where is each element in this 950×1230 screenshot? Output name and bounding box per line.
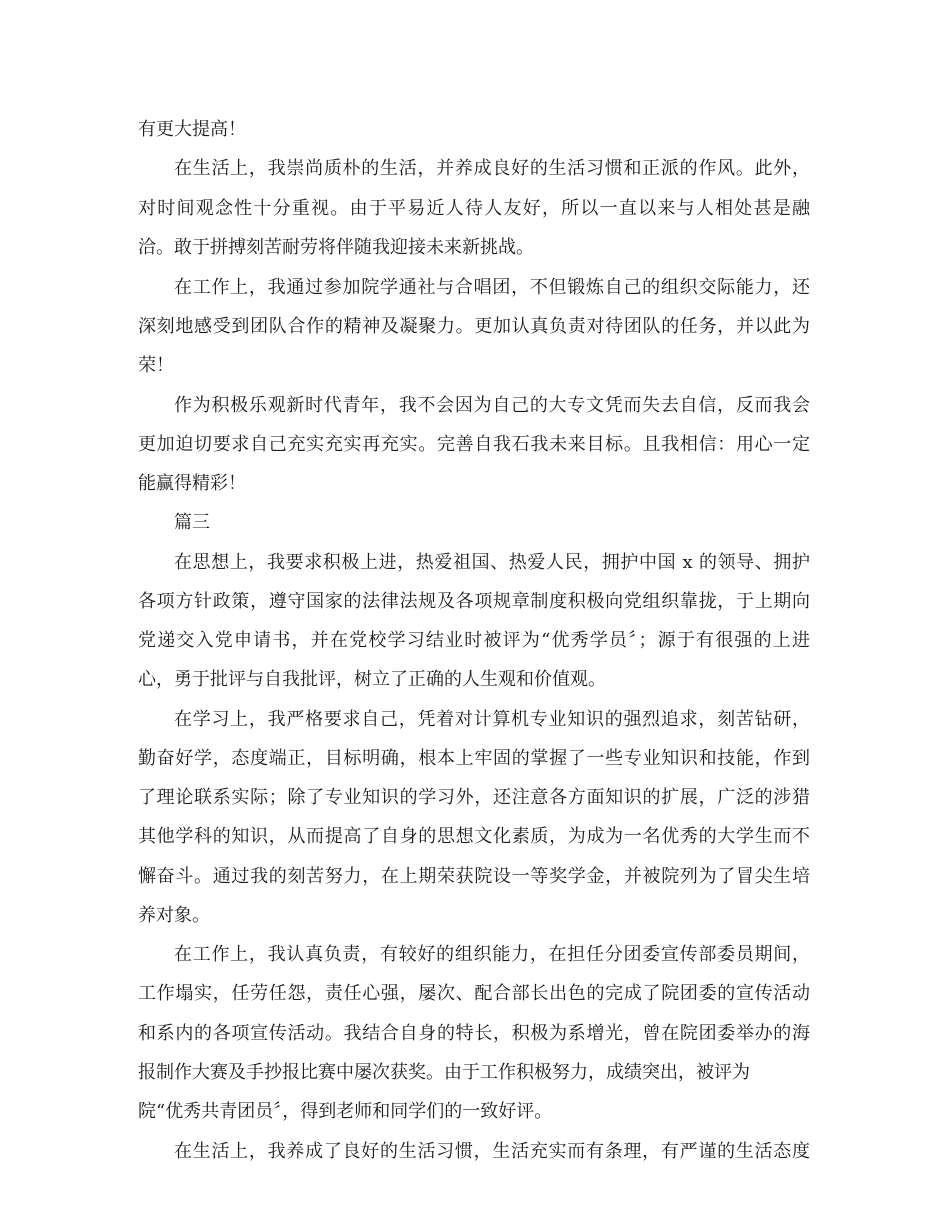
paragraph-first-line: 在工作上，我认真负责，有较好的组织能力，在担任分团委宣传部委员期间， [174, 944, 810, 965]
paragraph-first-line: 在思想上，我要求积极上进，热爱祖国、热爱人民，拥护中国 x 的领导、拥护 [174, 552, 810, 573]
text-line: 其他学科的知识，从而提高了自身的思想文化素质，为成为一名优秀的大学生而不 [138, 826, 810, 847]
text-line: 勤奋好学，态度端正，目标明确，根本上牢固的掌握了一些专业知识和技能，作到 [138, 748, 810, 769]
paragraph-first-line: 在工作上，我通过参加院学通社与合唱团，不但锻炼自己的组织交际能力，还 [174, 277, 810, 298]
text-line: 深刻地感受到团队合作的精神及凝聚力。更加认真负责对待团队的任务，并以此为 [138, 316, 810, 337]
text-line: 和系内的各项宣传活动。我结合自身的特长，积极为系增光，曾在院团委举办的海 [138, 1023, 810, 1044]
text-line: 报制作大赛及手抄报比赛中屡次获奖。由于工作积极努力，成绩突出，被评为 [138, 1062, 750, 1083]
text-line: 懈奋斗。通过我的刻苦努力，在上期荣获院设一等奖学金，并被院列为了冒尖生培 [138, 866, 810, 887]
text-line: 各项方针政策，遵守国家的法律法规及各项规章制度积极向党组织靠拢，于上期向 [138, 591, 810, 612]
paragraph-first-line: 在学习上，我严格要求自己，凭着对计算机专业知识的强烈追求，刻苦钻研， [174, 709, 810, 730]
paragraph-first-line: 在生活上，我养成了良好的生活习惯，生活充实而有条理，有严谨的生活态度 [174, 1141, 810, 1162]
text-line: 更加迫切要求自己充实充实再充实。完善自我石我未来目标。且我相信：用心一定 [138, 434, 810, 455]
text-line: 对时间观念性十分重视。由于平易近人待人友好，所以一直以来与人相处甚是融 [138, 198, 810, 219]
text-line: 有更大提高！ [138, 119, 246, 140]
text-line: 洽。敢于拼搏刻苦耐劳将伴随我迎接未来新挑战。 [138, 237, 534, 258]
paragraph-first-line: 作为积极乐观新时代青年，我不会因为自己的大专文凭而失去自信，反而我会 [174, 395, 810, 416]
text-line: 党递交入党申请书，并在党校学习结业时被评为“优秀学员〞；源于有很强的上进 [138, 630, 810, 651]
text-line: 了理论联系实际；除了专业知识的学习外，还注意各方面知识的扩展，广泛的涉猎 [138, 787, 810, 808]
text-line: 工作塌实，任劳任怨，责任心强，屡次、配合部长出色的完成了院团委的宣传活动 [138, 983, 810, 1004]
text-line: 院“优秀共青团员〞，得到老师和同学们的一致好评。 [138, 1101, 553, 1122]
section-heading: 篇三 [174, 512, 210, 533]
text-line: 养对象。 [138, 905, 210, 926]
text-line: 能赢得精彩！ [138, 473, 246, 494]
text-line: 心，勇于批评与自我批评，树立了正确的人生观和价值观。 [138, 669, 606, 690]
text-line: 荣！ [138, 355, 174, 376]
paragraph-first-line: 在生活上，我崇尚质朴的生活，并养成良好的生活习惯和正派的作风。此外， [174, 158, 810, 179]
